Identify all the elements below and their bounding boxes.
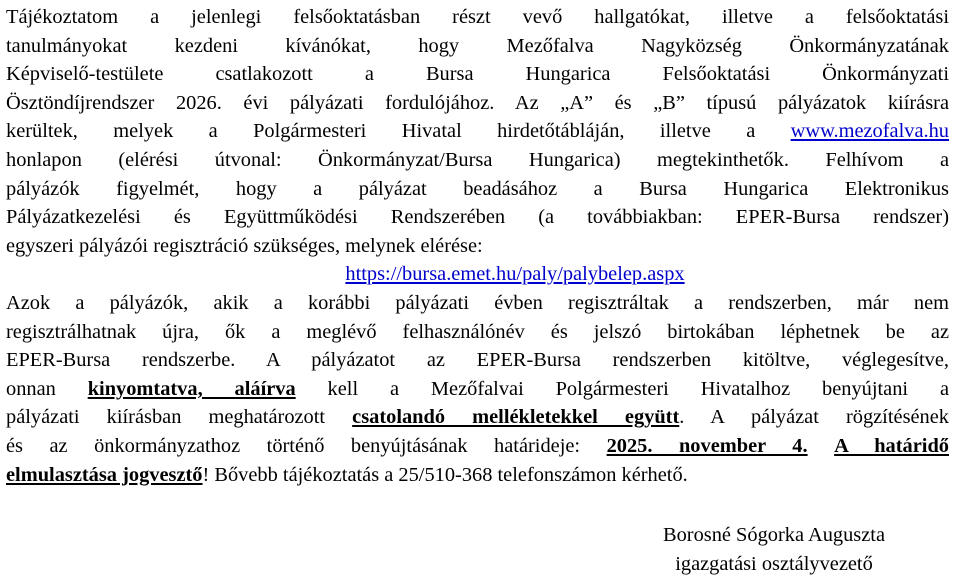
l16-text-a: és az önkormányzathoz történő benyújtásának határideje: [6, 435, 607, 457]
paragraph2-line5 [6, 404, 949, 430]
website-link[interactable]: www.mezofalva.hu [790, 120, 949, 142]
paragraph1-line3: Képviselő-testülete csatlakozott a Bursa Hungarica Felsőoktatási Önkormányzati [6, 63, 949, 85]
deadline-warning-start: A határidő [834, 435, 949, 457]
paragraph1-line5 [6, 118, 949, 144]
l15-text-c: . A pályázat rögzítésének [679, 406, 949, 428]
paragraph1-line9: egyszeri pályázói regisztráció szükséges, melynek elérése: [6, 235, 483, 257]
paragraph2-line4 [6, 376, 949, 402]
paragraph2-line1: Azok a pályázók, akik a korábbi pályázati évben regisztráltak a rendszerben, már nem [6, 292, 949, 314]
eper-bursa-link[interactable]: https://bursa.emet.hu/paly/palybelep.aspx [345, 263, 685, 285]
signatory-title: igazgatási osztályvezető [675, 553, 873, 575]
paragraph1-line7: pályázók figyelmét, hogy a pályázat beadásához a Bursa Hungarica Elektronikus [6, 178, 949, 200]
line5-text: kerültek, melyek a Polgármesteri Hivatal hirdetőtábláján, illetve a [6, 120, 791, 142]
paragraph2-line7 [6, 462, 949, 488]
l15-text-a: pályázati kiírásban meghatározott [6, 406, 353, 428]
l16-text-c [808, 435, 835, 457]
l14-text-c: kell a Mezőfalvai Polgármesteri Hivatalhoz benyújtani a [295, 378, 949, 400]
deadline-date: 2025. november 4. [606, 435, 808, 457]
signatory-name: Borosné Sógorka Auguszta [662, 524, 885, 546]
paragraph2-line6 [6, 433, 949, 459]
eper-link-line [160, 261, 870, 287]
print-sign-emphasis: kinyomtatva, aláírva [87, 378, 296, 400]
deadline-warning-end: elmulasztása jogvesztő [6, 464, 203, 486]
paragraph1-line6: honlapon (elérési útvonal: Önkormányzat/Bursa Hungarica) megtekinthetők. Felhívom a [6, 149, 949, 171]
paragraph1-line2: tanulmányokat kezdeni kívánókat, hogy Mezőfalva Nagyközség Önkormányzatának [6, 35, 949, 57]
l14-text-a: onnan [6, 378, 88, 400]
paragraph1-line8: Pályázatkezelési és Együttműködési Rendszerében (a továbbiakban: EPER-Bursa rendszer) [6, 206, 949, 228]
l17-text-b: ! Bővebb tájékoztatás a 25/510-368 telefonszámon kérhető. [202, 464, 688, 486]
paragraph2-line2: regisztrálhatnak újra, ők a meglévő felhasználónév és jelszó birtokában léphetnek be az [6, 321, 949, 343]
paragraph1-line4: Ösztöndíjrendszer 2026. évi pályázati fordulójához. Az „A” és „B” típusú pályázatok kiírásra [6, 92, 949, 114]
paragraph2-line3: EPER-Bursa rendszerbe. A pályázatot az EPER-Bursa rendszerben kitöltve, véglegesítve, [6, 349, 949, 371]
paragraph1-line1: Tájékoztatom a jelenlegi felsőoktatásban részt vevő hallgatókat, illetve a felsőoktatási [6, 6, 949, 28]
attachments-emphasis: csatolandó mellékletekkel együtt [352, 406, 680, 428]
